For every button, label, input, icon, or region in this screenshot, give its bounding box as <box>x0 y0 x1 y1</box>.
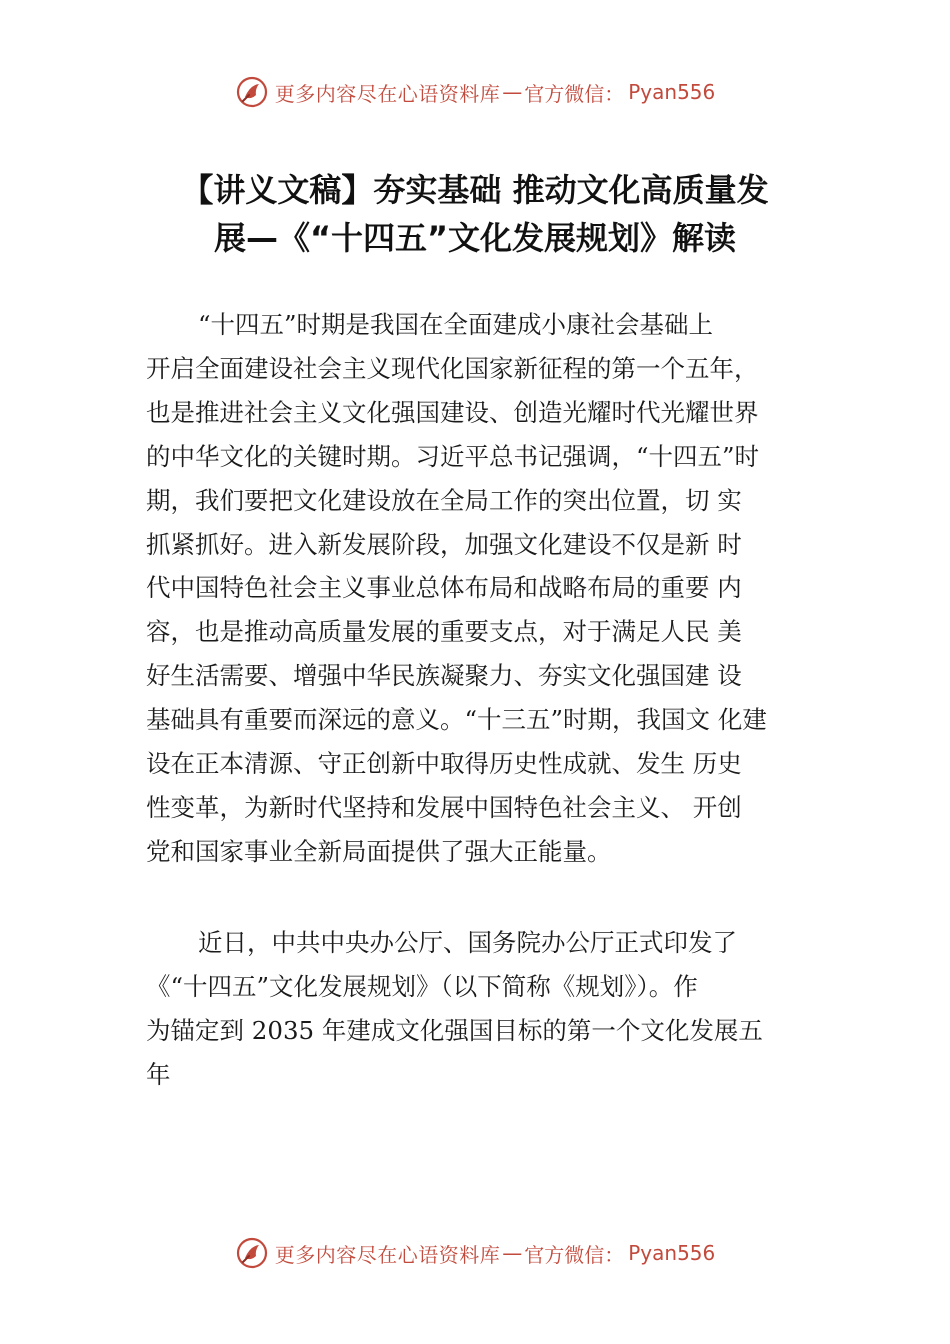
banner-wechat-id: Pyan556 <box>628 80 716 104</box>
logo-icon <box>235 1236 269 1270</box>
paragraph-line: 容，也是推动高质量发展的重要支点，对于满足人民 美 <box>146 617 742 647</box>
banner-promo-text: 更多内容尽在心语资料库 <box>274 1242 501 1267</box>
paragraph-line: 《“十四五”文化发展规划》（以下简称《规划》）。作 <box>146 971 698 1001</box>
body-paragraph-1 <box>146 303 836 874</box>
body-paragraph-2 <box>146 921 836 1097</box>
paragraph-line: 为锚定到 2035 年建成文化强国目标的第一个文化发展五 <box>146 1015 763 1045</box>
banner-separator: — <box>502 1241 523 1265</box>
paragraph-line: “十四五”时期是我国在全面建成小康社会基础上 <box>198 310 714 339</box>
title-line: 【讲义文稿】夯实基础 推动文化高质量发 <box>181 171 769 209</box>
header-banner <box>0 70 950 114</box>
logo-icon <box>235 75 269 109</box>
paragraph-line: 性变革，为新时代坚持和发展中国特色社会主义、 开创 <box>146 792 742 822</box>
paragraph-line: 也是推进社会主义文化强国建设、创造光耀时代光耀世界 <box>146 397 759 427</box>
footer-banner <box>0 1231 950 1275</box>
paragraph-line: 抓紧抓好。进入新发展阶段，加强文化建设不仅是新 时 <box>146 529 742 559</box>
paragraph-line: 期，我们要把文化建设放在全局工作的突出位置，切 实 <box>146 485 742 515</box>
banner-wechat-id: Pyan556 <box>628 1241 716 1265</box>
title-line: 展—《“十四五”文化发展规划》解读 <box>213 219 737 257</box>
banner-promo-text: 更多内容尽在心语资料库 <box>274 81 501 106</box>
banner-separator: — <box>502 80 523 104</box>
paragraph-line: 的中华文化的关键时期。习近平总书记强调，“十四五”时 <box>146 441 760 471</box>
paragraph-line: 近日，中共中央办公厅、国务院办公厅正式印发了 <box>198 928 737 957</box>
paragraph-line: 开启全面建设社会主义现代化国家新征程的第一个五年， <box>146 353 759 383</box>
document-title <box>80 166 870 262</box>
paragraph-line: 好生活需要、增强中华民族凝聚力、夯实文化强国建 设 <box>146 661 742 691</box>
paragraph-line: 代中国特色社会主义事业总体布局和战略布局的重要 内 <box>146 573 742 603</box>
banner-wechat-label: 官方微信： <box>524 81 625 106</box>
paragraph-line: 设在正本清源、守正创新中取得历史性成就、发生 历史 <box>146 749 742 779</box>
banner-wechat-label: 官方微信： <box>524 1242 625 1267</box>
paragraph-line: 党和国家事业全新局面提供了强大正能量。 <box>146 836 612 866</box>
paragraph-line: 年 <box>146 1059 171 1089</box>
paragraph-line: 基础具有重要而深远的意义。“十三五”时期，我国文 化建 <box>146 705 767 735</box>
